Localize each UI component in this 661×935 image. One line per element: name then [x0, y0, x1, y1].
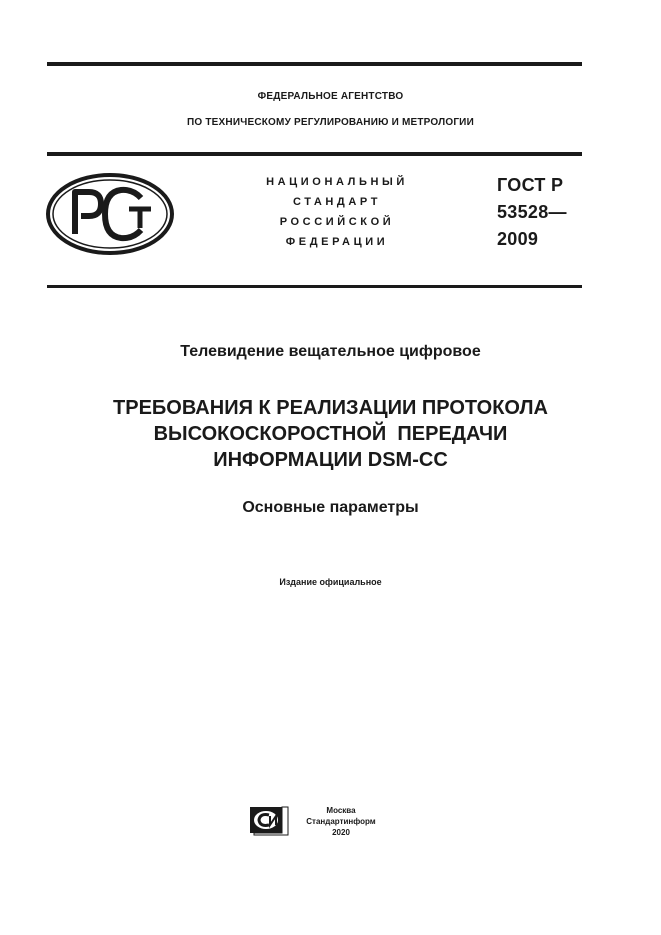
designation-line-3: 2009: [497, 229, 539, 249]
header-rule: [47, 152, 582, 156]
publisher-year: 2020: [332, 828, 350, 837]
edition-note: Издание официальное: [279, 577, 382, 587]
standard-type-line-4: ФЕДЕРАЦИИ: [285, 236, 389, 248]
document-title: [0, 395, 661, 473]
standartinform-logo-icon: [249, 806, 289, 841]
standard-type-line-1: НАЦИОНАЛЬНЫЙ: [266, 176, 408, 188]
designation-line-2: 53528—: [497, 202, 567, 222]
publisher-city: Москва: [326, 806, 356, 815]
publisher-name: Стандартинформ: [306, 817, 376, 826]
rst-certification-mark-icon: [45, 172, 175, 261]
title-line-2: ВЫСОКОСКОРОСТНОЙ ПЕРЕДАЧИ: [153, 423, 508, 445]
designation-line-1: ГОСТ Р: [497, 175, 564, 195]
logo-block-rule: [47, 285, 582, 288]
standard-type-line-3: РОССИЙСКОЙ: [279, 216, 395, 228]
agency-line-2: ПО ТЕХНИЧЕСКОМУ РЕГУЛИРОВАНИЮ И МЕТРОЛОГИИ: [187, 117, 474, 128]
standard-type-line-2: СТАНДАРТ: [292, 196, 382, 208]
title-line-3: ИНФОРМАЦИИ DSM-CC: [213, 449, 448, 471]
title-line-1: ТРЕБОВАНИЯ К РЕАЛИЗАЦИИ ПРОТОКОЛА: [113, 397, 548, 419]
publisher-info: [306, 805, 376, 838]
agency-line-1: ФЕДЕРАЛЬНОЕ АГЕНТСТВО: [257, 91, 404, 102]
standard-type-block: [222, 172, 452, 252]
top-rule: [47, 62, 582, 66]
document-subtitle: Телевидение вещательное цифровое: [180, 343, 481, 360]
standard-designation: [497, 172, 567, 253]
section-heading: Основные параметры: [242, 499, 419, 516]
